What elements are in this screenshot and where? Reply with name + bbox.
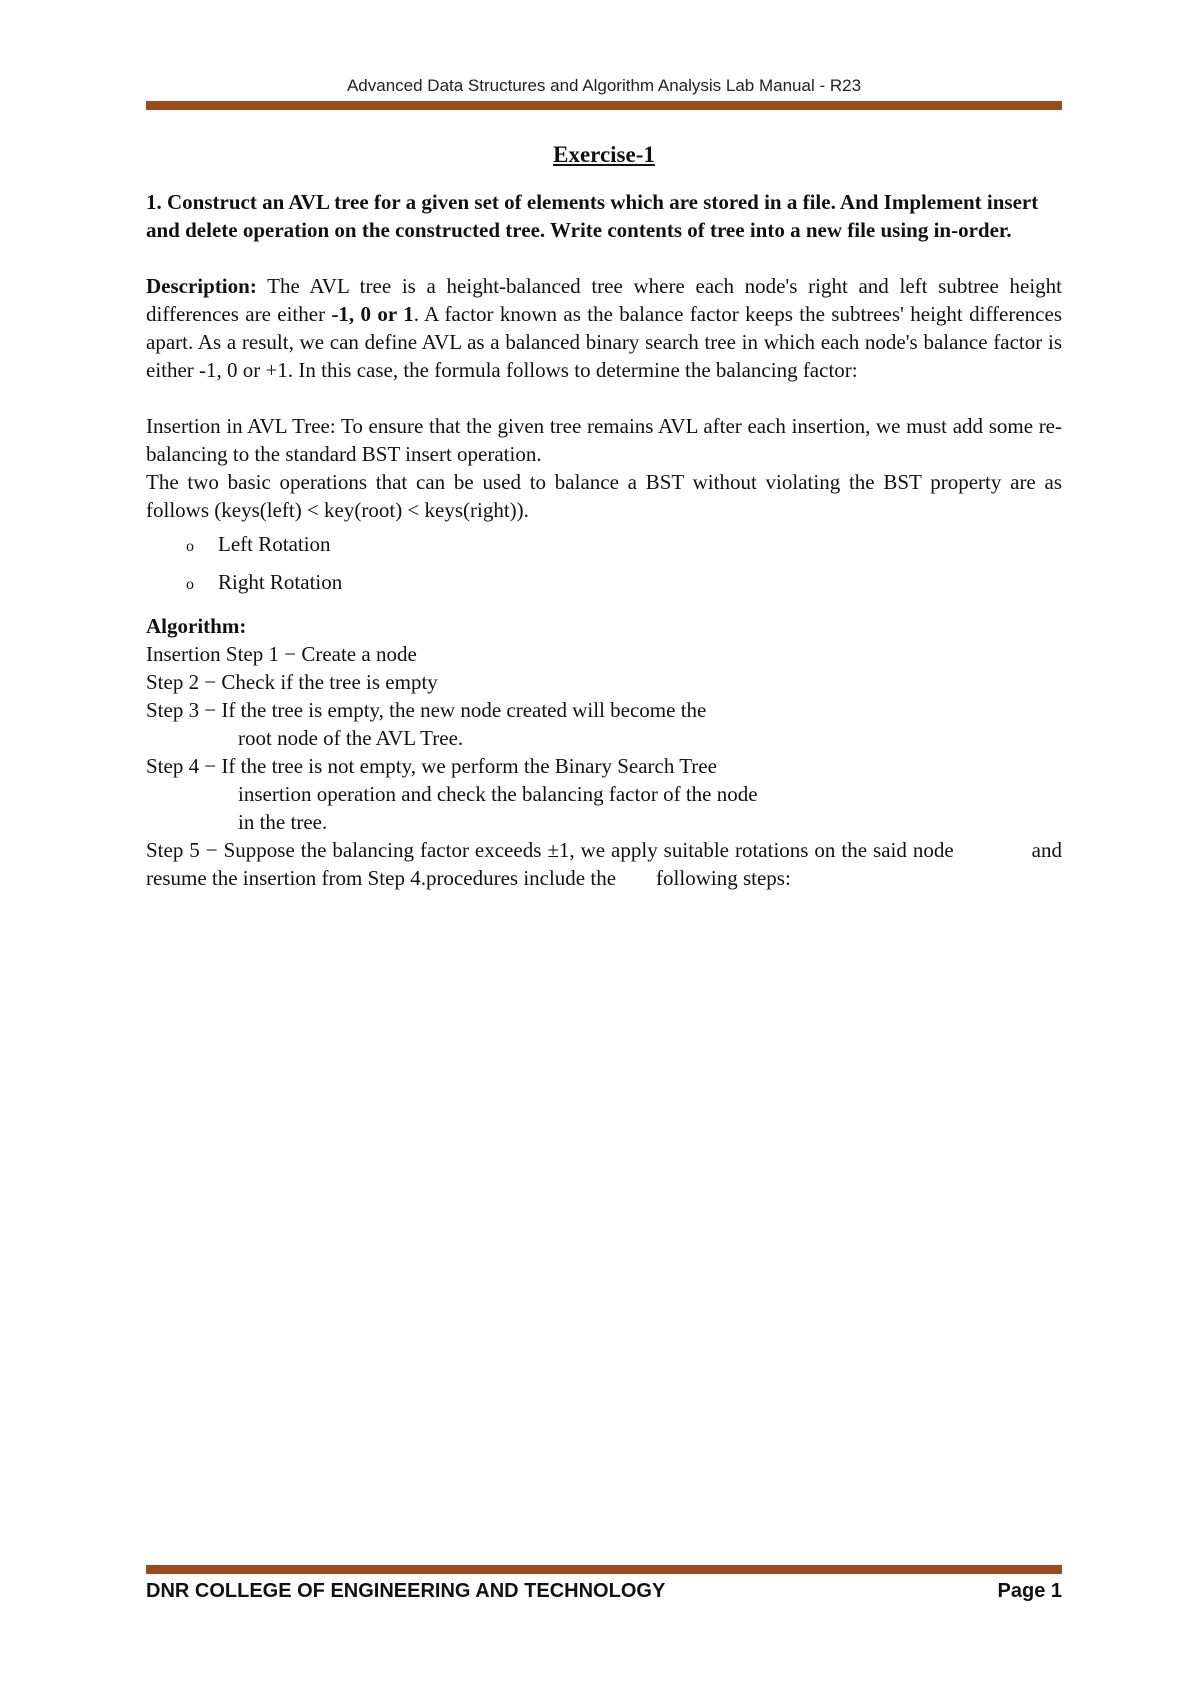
algorithm-step-4: Step 4 − If the tree is not empty, we perform the Binary Search Tree [146,754,717,778]
bullet-marker: o [186,538,194,555]
exercise-title: Exercise-1 [553,142,655,167]
list-item [146,568,1062,606]
insertion-paragraph-2: The two basic operations that can be used to balance a BST without violating the BST property are as follows (keys(left) < key(root) < keys(right)). [146,470,1062,522]
algorithm-heading: Algorithm: [146,614,247,638]
algorithm-step-5-text: and resume the insertion from Step 4.procedures include the [146,838,1062,890]
page-footer [146,1580,1062,1603]
list-item [146,530,1062,568]
algorithm-step-5 [146,836,1062,892]
description-text-1: The AVL tree is a height-balanced tree where each node's right and left subtree height differences are either [146,274,1062,326]
rotation-list [146,530,1062,606]
footer-rule [146,1565,1062,1574]
list-item-label: Right Rotation [218,570,343,594]
spacer [146,384,1062,412]
header-rule [146,101,1062,110]
description-bold-values: -1, 0 or 1 [331,302,414,326]
page-content [146,140,1062,892]
algorithm-step-5-text: Step 5 − Suppose the balancing factor exceeds ±1, we apply suitable rotations on the said node [146,838,954,862]
page-header: Advanced Data Structures and Algorithm Analysis Lab Manual - R23 [346,76,862,95]
footer-college-name: DNR COLLEGE OF ENGINEERING AND TECHNOLOGY [146,1580,666,1602]
bullet-marker: o [186,576,194,593]
algorithm-step-1: Insertion Step 1 − Create a node [146,642,417,666]
algorithm-step-3: Step 3 − If the tree is empty, the new node created will become the [146,698,707,722]
description-label: Description: [146,274,257,298]
question-text: 1. Construct an AVL tree for a given set of elements which are stored in a file. And Implement insert and delete operation on the constructed tree. Write contents of tree into a new file using in-order. [146,190,1039,242]
algorithm-step-4-continuation: insertion operation and check the balancing factor of the node [238,782,758,806]
algorithm-step-4-continuation: in the tree. [238,810,328,834]
algorithm-step-5-text: following steps: [656,866,791,890]
description-text-2: . A factor known as the balance factor keeps the subtrees' height differences apart. As a result, we can define AVL as a balanced binary search tree in which each node's balance factor is either -1, 0 or +1. In this case, the formula follows to determine the balancing factor: [146,302,1062,382]
page-number: Page 1 [997,1580,1062,1602]
description-paragraph [146,272,1062,384]
list-item-label: Left Rotation [218,532,331,556]
algorithm-step-2: Step 2 − Check if the tree is empty [146,670,438,694]
insertion-paragraph-1: Insertion in AVL Tree: To ensure that the given tree remains AVL after each insertion, we must add some re-balancing to the standard BST insert operation. [146,414,1062,466]
algorithm-step-3-continuation: root node of the AVL Tree. [238,726,464,750]
